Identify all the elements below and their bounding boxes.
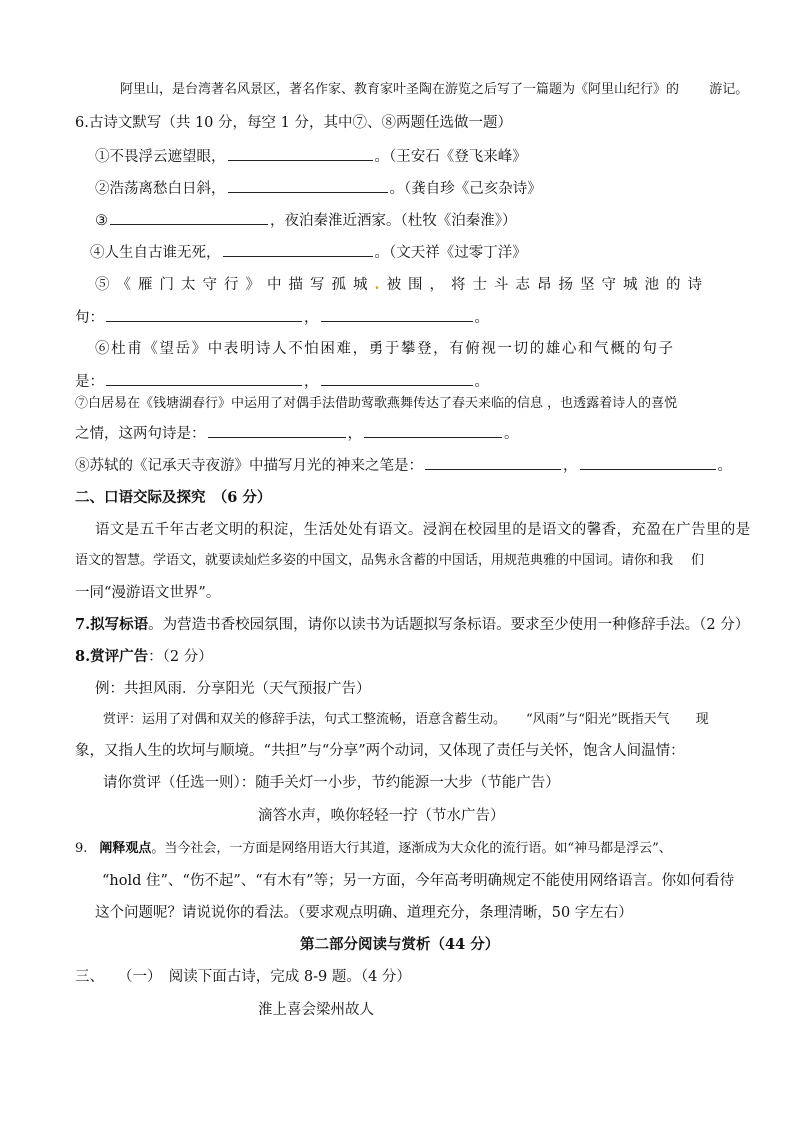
q8-comment-line-1: [103, 710, 709, 730]
answer-blank[interactable]: [110, 210, 268, 225]
q8-comment-b: “风雨”与“阳光”既指天气: [526, 712, 670, 727]
answer-blank[interactable]: [228, 146, 373, 161]
section-2-para-2: [75, 551, 704, 571]
section-3-text: （一） 阅读下面古诗，完成 8-9 题。（4 分）: [118, 969, 411, 985]
q6-item-6-line-2: [75, 371, 489, 392]
separator: ，: [347, 426, 362, 442]
q9-label: 阐释观点: [99, 841, 152, 856]
section-3-number: 三、: [75, 969, 104, 985]
q8-ad-2: 滴答水声，唤你轻轻一拧（节水广告）: [258, 808, 505, 824]
q6-item-2-pre: ②浩荡离愁白日斜，: [95, 181, 226, 197]
intro-text: 阿里山，是台湾著名风景区，著名作家、教育家叶圣陶在游览之后写了一篇题为《阿里山纪行》的: [120, 82, 680, 97]
period: 。: [504, 426, 519, 442]
separator: ，: [304, 374, 319, 390]
period: 。: [474, 374, 489, 390]
q8-comment-a: 赏评：运用了对偶和双关的修辞手法，句式工整流畅，语意含蓄生动。: [103, 712, 507, 727]
q6-item-5-label: 句：: [75, 310, 104, 326]
answer-blank[interactable]: [106, 371, 302, 386]
separator: ，: [563, 458, 578, 474]
q7-label: 7.拟写标语: [75, 616, 149, 633]
section-2-para-1: 语文是五千年古老文明的积淀，生活处处有语文。浸润在校园里的是语文的馨香，充盈在广告里的是: [95, 522, 751, 538]
q6-item-4-pre: ④人生自古谁无死，: [90, 245, 221, 261]
intro-tail: 游记。: [709, 82, 749, 97]
answer-blank[interactable]: [208, 423, 346, 438]
answer-blank[interactable]: [223, 242, 373, 257]
mark-dot: .: [374, 276, 387, 293]
q6-item-4-post: 。（文天祥《过零丁洋》: [374, 245, 527, 261]
q6-item-3-pre: ③: [95, 213, 108, 229]
q6-item-5-text-b: 被围，将士斗志昂扬坚守城池的诗: [386, 277, 710, 293]
q6-title: 6.古诗文默写（共 10 分，每空 1 分，其中⑦、⑧两题任选做一题）: [75, 115, 512, 131]
answer-blank[interactable]: [321, 371, 473, 386]
q6-item-2-post: 。（龚自珍《己亥杂诗》: [389, 181, 542, 197]
section-2-title: 二、口语交际及探究 （6 分）: [75, 489, 272, 506]
q6-item-7-label: 之情，这两句诗是：: [75, 426, 206, 442]
answer-blank[interactable]: [425, 455, 561, 470]
q8-comment-c: 现: [695, 712, 709, 727]
q6-item-5-line-1: [95, 275, 709, 295]
q7-text: 。为营造书香校园氛围，请你以读书为话题拟写条标语。要求至少使用一种修辞手法。（2 分）: [148, 617, 750, 633]
q9-text-1: 。当今社会，一方面是网络用语大行其道，逐渐成为大众化的流行语。如“神马都是浮云”、: [151, 841, 672, 856]
q6-item-3: [95, 210, 517, 231]
q8-score: ：（2 分）: [148, 649, 213, 665]
period: 。: [474, 310, 489, 326]
q7: [75, 615, 749, 635]
section-3-line: [75, 967, 411, 987]
separator: ，: [304, 310, 319, 326]
section-2-para-3: 一同“漫游语文世界”。: [75, 585, 221, 601]
q6-item-7-line-2: [75, 423, 519, 444]
q6-item-8: [75, 455, 732, 476]
q6-item-3-post: ，夜泊秦淮近酒家。（杜牧《泊秦淮》）: [270, 213, 517, 229]
q6-item-6-line-1: ⑥杜甫《望岳》中表明诗人不怕困难，勇于攀登，有俯视一切的雄心和气概的句子: [95, 341, 675, 357]
q8-title: [75, 647, 213, 667]
intro-line: [120, 80, 748, 100]
q8-label: 8.赏评广告: [75, 648, 149, 665]
q6-item-2: [95, 178, 542, 199]
q6-item-1-pre: ①不畏浮云遮望眼，: [95, 149, 226, 165]
answer-blank[interactable]: [580, 455, 716, 470]
q6-item-6-label: 是：: [75, 374, 104, 390]
period: 。: [717, 458, 732, 474]
q6-item-4: [90, 242, 527, 263]
part-2-title: 第二部分阅读与赏析（44 分）: [300, 936, 500, 953]
section-2-para-2-tail: 们: [691, 553, 705, 568]
q8-comment-line-2: 象，又指人生的坎坷与顺境。“共担”与“分享”两个动词，又体现了责任与关怀，饱含人间温情：: [75, 743, 685, 759]
q9-line-2: “hold 住”、“伤不起”、“有木有”等；另一方面，今年高考明确规定不能使用网络语言。你如何看待: [102, 873, 735, 889]
answer-blank[interactable]: [364, 423, 502, 438]
q9-line-3: 这个问题呢？请说说你的看法。（要求观点明确、道理充分，条理清晰，50 字左右）: [95, 905, 633, 921]
poem-title: 淮上喜会梁州故人: [258, 1002, 374, 1018]
q9-number: 9.: [75, 841, 88, 856]
answer-blank[interactable]: [321, 307, 473, 322]
q6-item-5-text-a: ⑤《雁门太守行》中描写孤城: [95, 277, 375, 293]
q6-item-1-post: 。（王安石《登飞来峰》: [374, 149, 527, 165]
q6-item-8-pre: ⑧苏轼的《记承天寺夜游》中描写月光的神来之笔是：: [75, 458, 423, 474]
answer-blank[interactable]: [106, 307, 302, 322]
q6-item-7-line-1: ⑦白居易在《钱塘湖春行》中运用了对偶手法借助莺歌燕舞传达了春天来临的信息 ，也透露着诗人的喜悦: [75, 396, 678, 411]
q6-item-5-line-2: [75, 307, 489, 328]
q6-item-1: [95, 146, 527, 167]
q8-task: 请你赏评（任选一则）：随手关灯一小步，节约能源一大步（节能广告）: [103, 775, 560, 791]
q8-example: 例：共担风雨．分享阳光（天气预报广告）: [95, 681, 371, 697]
section-2-para-2-text: 语文的智慧。学语文，就要读灿烂多姿的中国文，品隽永含蓄的中国话，用规范典雅的中国词。请你和我: [75, 553, 674, 568]
q9-line-1: [75, 839, 672, 859]
answer-blank[interactable]: [228, 178, 388, 193]
